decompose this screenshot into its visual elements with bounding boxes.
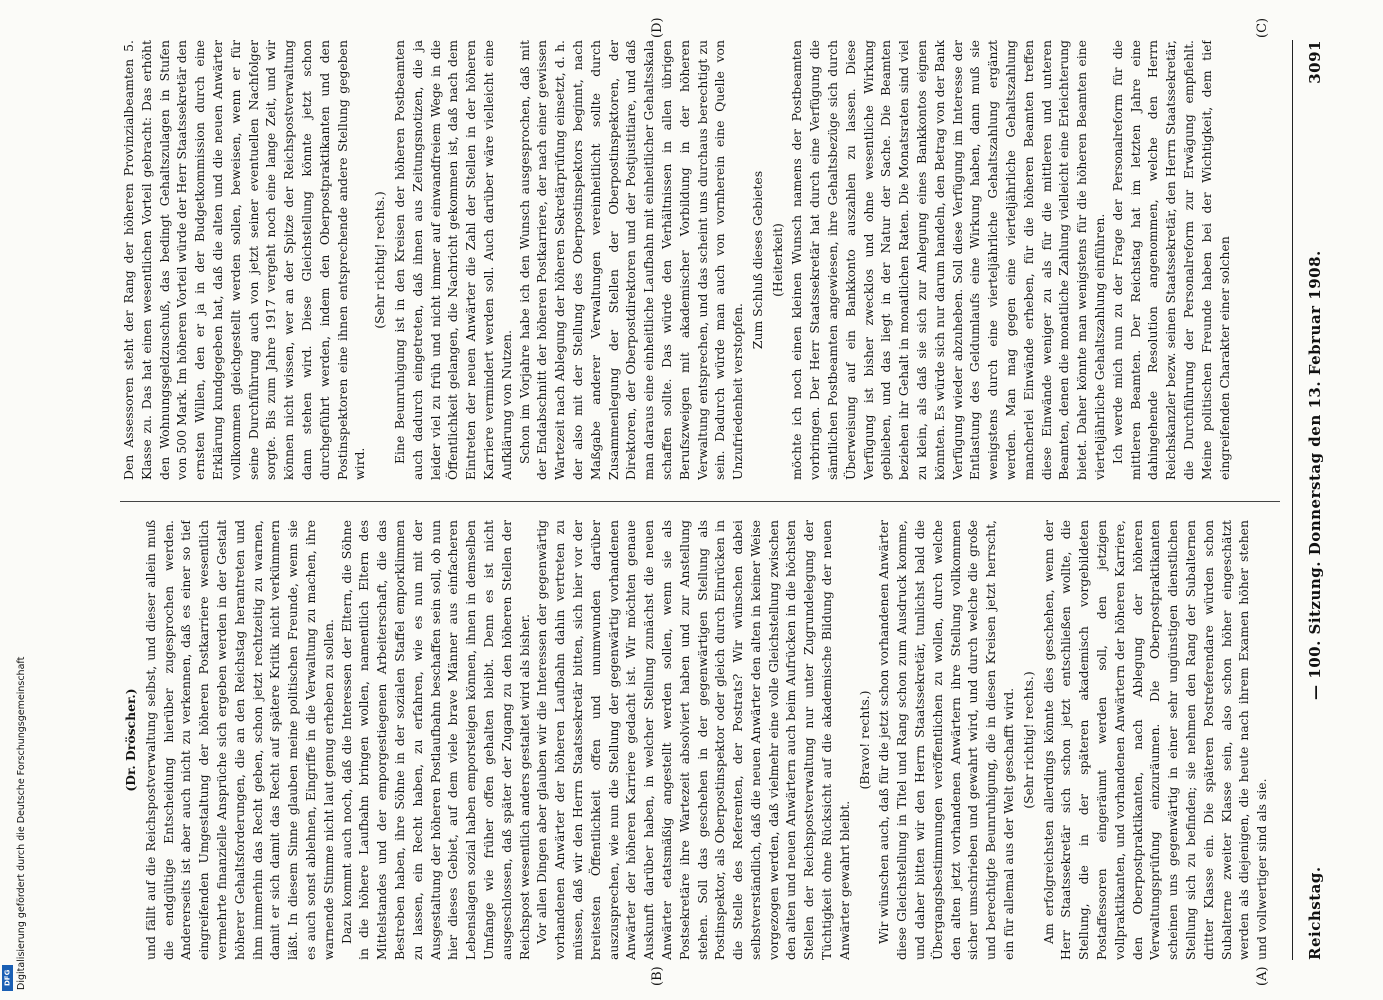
- running-head: [1302, 40, 1328, 960]
- paragraph: Eine Beunruhigung ist in den Kreisen der höheren Postbeamten auch dadurch eingetreten, daß ihnen aus Zeitungsnotizen, die ja leider viel zu früh und nicht immer auf einwandfreiem Wege in die Öffentlichkeit gelangen, die Nachricht gekommen ist, daß nach dem Eintreten der neuen Anwärter die Zahl der Stellen in der höheren Karriere vermindert werden soll. Auch darüber wäre vielleicht eine Aufklärung von Nutzen.: [391, 40, 514, 480]
- interjection: (Sehr richtig! rechts.): [372, 191, 388, 329]
- credit-line: Digitalisierung gefördert durch die Deutsche Forschungsgemeinschaft: [16, 656, 27, 990]
- speaker-name: (Dr. Dröscher.): [123, 688, 138, 792]
- margin-label-c: (C): [1255, 17, 1270, 38]
- running-head-left: Reichstag.: [1306, 866, 1324, 960]
- section-line: Zum Schluß dieses Gebietes: [749, 170, 765, 350]
- paragraph: Dazu kommt auch noch, daß die Interessen der Eltern, die Söhne in die höhere Laufbahn bringen wollen, namentlich Eltern des Mittelstandes und der emporgestiegenen Arbeiterschaft, die das Bestreben haben, ihre Söhne in der sozialen Staffel emporklimmen zu lassen, ein Recht haben, zu erfahren, wie es nun mit der Ausgestaltung der höheren Postlaufbahn beschaffen sein soll, ob nun hier dieses Gebiet, auf dem viele brave Männer aus einfacheren Lebenslagen sozial haben emporsteigen können, ihnen in demselben Umfange wie früher offen gehalten bleibt. Denn es ist nicht ausgeschlossen, daß später der Zugang zu den höheren Stellen der Reichspost wesentlich anders gestaltet wird als bisher.: [338, 520, 532, 960]
- left-column: [120, 520, 1280, 960]
- paragraph: Den Assessoren steht der Rang der höheren Provinzialbeamten 5. Klasse zu. Das hat einen wesentlichen Vorteil gebracht: Das erhöht den Wohnungsgeldzuschuß, das bedingt Gehaltszulagen in Stufen von 500 Mark. Im höheren Vorteil würde der Herr Staatssekretär den ernsten Willen, den er ja in der Budgetkommission durch eine Erklärung kundgegeben hat, daß die alten und die neuen Anwärter vollkommen gleichgestellt werden sollen, beweisen, wenn er für seine Durchführung auch von jetzt seiner eventuellen Nachfolger sorgte. Bis zum Jahre 1917 vergeht noch eine lange Zeit, und wir können nicht wissen, wer an der Spitze der Reichspostverwaltung dann stehen wird. Diese Gleichstellung könnte jetzt schon durchgeführt werden, indem den Oberpostpraktikanten und den Postinspektoren eine ihnen entsprechende andere Stellung gegeben wird.: [121, 40, 368, 480]
- interjection: (Sehr richtig! rechts.): [1020, 671, 1036, 809]
- margin-label-d: (D): [650, 17, 665, 38]
- paragraph: Vor allen Dingen aber glauben wir die Interessen der gegenwärtig vorhandenen Anwärter der höheren Laufbahn dahin vertreten zu müssen, daß wir den Herrn Staatssekretär bitten, sich hier vor der breitesten Öffentlichkeit offen und unumwunden darüber auszusprechen, wie nun die Stellung der gegenwärtig vorhandenen Anwärter der höheren Karriere gedacht ist. Wir möchten genaue Auskunft darüber haben, in welcher Stellung zunächst die neuen Anwärter etatsmäßig angestellt werden sollen, wenn sie als Postsekretäre ihre Wartezeit absolviert haben und zur Anstellung stehen. Soll das geschehen in der gegenwärtigen Stellung als Postinspektor, als Oberpostinspektor oder gleich durch Einrücken in die Stelle des Referenten, der Postrats? Wir wünschen dabei selbstverständlich, daß die neuen Anwärter den alten in keiner Weise vorgezogen werden, daß vielmehr eine volle Gleichstellung zwischen den alten und neuen Anwärtern auch beim Aufrücken in die höchsten Stellen der Reichspostverwaltung nur unter Zugrundelegung der Tüchtigkeit ohne Rücksicht auf die akademische Bildung der neuen Anwärter gewahrt bleibt.: [534, 520, 852, 960]
- page-number: 3091: [1306, 40, 1324, 84]
- margin-label-a: (A): [1255, 966, 1270, 986]
- column-divider: [120, 501, 1280, 502]
- paragraph: Ich werde mich nun zu der Frage der Personalreform für die mittleren Beamten. Der Reichstag hat im letzten Jahre eine dahingehende Resolution angenommen, welche den Herrn Reichskanzler bezw. seinen Staatssekretär, den Herrn Staatssekretär, die Durchführung der Personalreform zur Erwägung empfiehlt. Meine politischen Freunde haben bei der Wichtigkeit, dem tief eingreifenden Charakter einer solchen: [1109, 40, 1232, 480]
- paragraph: Wir wünschen auch, daß für die jetzt schon vorhandenen Anwärter diese Gleichstellung in Titel und Rang schon zum Ausdruck komme, und daher bitten wir den Herrn Staatssekretär, tunlichst bald die Übergangsbestimmungen veröffentlichen zu wollen, durch welche den alten jetzt vorhandenen Anwärtern ihre Stellung vollkommen sicher umschrieben und gewahrt wird, und durch welche die große und berechtigte Beunruhigung, die in diesen Kreisen jetzt herrscht, ein für allemal aus der Welt geschafft wird.: [876, 520, 1017, 960]
- credit-strip: [4, 610, 27, 990]
- margin-label-b: (B): [650, 966, 665, 986]
- interjection: (Bravo! rechts.): [856, 690, 872, 790]
- header-rule: [1292, 40, 1293, 960]
- paragraph: und fällt auf die Reichspostverwaltung selbst, und dieser allein muß die endgültige Entscheidung hierüber zugesprochen werden. Andererseits ist aber auch nicht zu verkennen, daß es einer so tief eingreifenden Umgestaltung der höheren Postkarriere wesentlich vermehrte finanzielle Ansprüche sich ergeben werden in der Gestalt höherer Gehaltsforderungen, die an den Reichstag herantreten und ihm immerhin das Recht geben, schon jetzt rechtzeitig zu warnen, damit er sich damit das Recht auf spätere Kritik nicht verkümmern läßt. In diesem Sinne glauben meine politischen Freunde, wenn sie es auch sonst ablehnen, Eingriffe in die Verwaltung zu machen, ihre warnende Stimme nicht laut genug erheben zu sollen.: [142, 520, 336, 960]
- paragraph: möchte ich noch einen kleinen Wunsch namens der Postbeamten vorbringen. Der Herr Staatssekretär hat durch eine Verfügung die sämtlichen Postbeamten angewiesen, ihre Gehaltsbezüge sich durch Überweisung auf ein Bankkonto auszahlen zu lassen. Diese Verfügung ist bisher zwecklos und ohne wesentliche Wirkung geblieben, und das liegt in der Natur der Sache. Die Beamten beziehen ihr Gehalt in monatlichen Raten. Die Monatsraten sind viel zu klein, als daß sie sich zur Anlegung eines Bankkontos eignen könnten. Es würde sich nur darum handeln, den Betrag von der Bank Verfügung wieder abzuheben. Soll diese Verfügung im Interesse der Entlastung des Geldumlaufs eine Wirkung haben, dann muß sie wenigstens durch eine vierteljährliche Gehaltszahlung ergänzt werden. Man mag gegen eine vierteljährliche Gehaltszahlung mancherlei Einwände erheben, für die höheren Beamten treffen diese Einwände weniger zu als für die mittleren und unteren Beamten, denen die monatliche Zahlung vielleicht eine Erleichterung bietet. Daher könnte man wenigstens für die höheren Beamten eine vierteljährliche Gehaltszahlung einführen.: [789, 40, 1108, 480]
- running-head-center: — 100. Sitzung. Donnerstag den 13. Februar 1908.: [1306, 250, 1324, 700]
- interjection: (Heiterkeit): [769, 223, 785, 297]
- right-column: [120, 40, 1280, 480]
- paragraph: Am erfolgreichsten allerdings könnte dies geschehen, wenn der Herr Staatssekretär sich schon jetzt entschließen wollte, die Stellung, die in der späteren akademisch vorgebildeten Postaffessoren eingeräumt werden soll, den jetzigen vollpraktikanten, und vorhandenen Anwärtern der höheren Karriere, den Oberpostpraktikanten, nach Ablegung der höheren Verwaltungsprüfung einzuräumen. Die Oberpostpraktikanten scheinen uns gegenwärtig in einer sehr ungünstigen dienstlichen Stellung sich zu befinden; sie nehmen den Rang der Subalternen dritter Klasse ein. Die späteren Postreferendare würden schon Subalterne zweiter Klasse sein, also schon höher eingeschätzt werden als diejenigen, die heute nach ihrem Examen höher stehen und vollwertiger sind als sie.: [1040, 520, 1270, 960]
- dfg-logo: DFG: [2, 965, 13, 991]
- paragraph: Schon im Vorjahre habe ich den Wunsch ausgesprochen, daß mit der Endabschnitt der höheren Postkarriere, der nach einer gewissen Wartezeit nach Ablegung der höheren Sekretärprüfung einsetzt, d. h. der also mit der Stellung des Oberpostinspektors beginnt, nach Maßgabe anderer Verwaltungen vereinheitlicht sollte durch Zusammenlegung der Stellen der Oberpostinspektoren, der Direktoren, der Oberpostdirektoren und der Postjustitiare, und daß man daraus eine einheitliche Laufbahn mit einheitlicher Gehaltsskala schaffen sollte. Das würde den Verhältnissen in allen übrigen Berufszweigen mit akademischer Vorbildung in der höheren Verwaltung entsprechen, und das scheint uns durchaus berechtigt zu sein. Dadurch würde man auch von vornherein eine Quelle von Unzufriedenheit verstopfen.: [516, 40, 746, 480]
